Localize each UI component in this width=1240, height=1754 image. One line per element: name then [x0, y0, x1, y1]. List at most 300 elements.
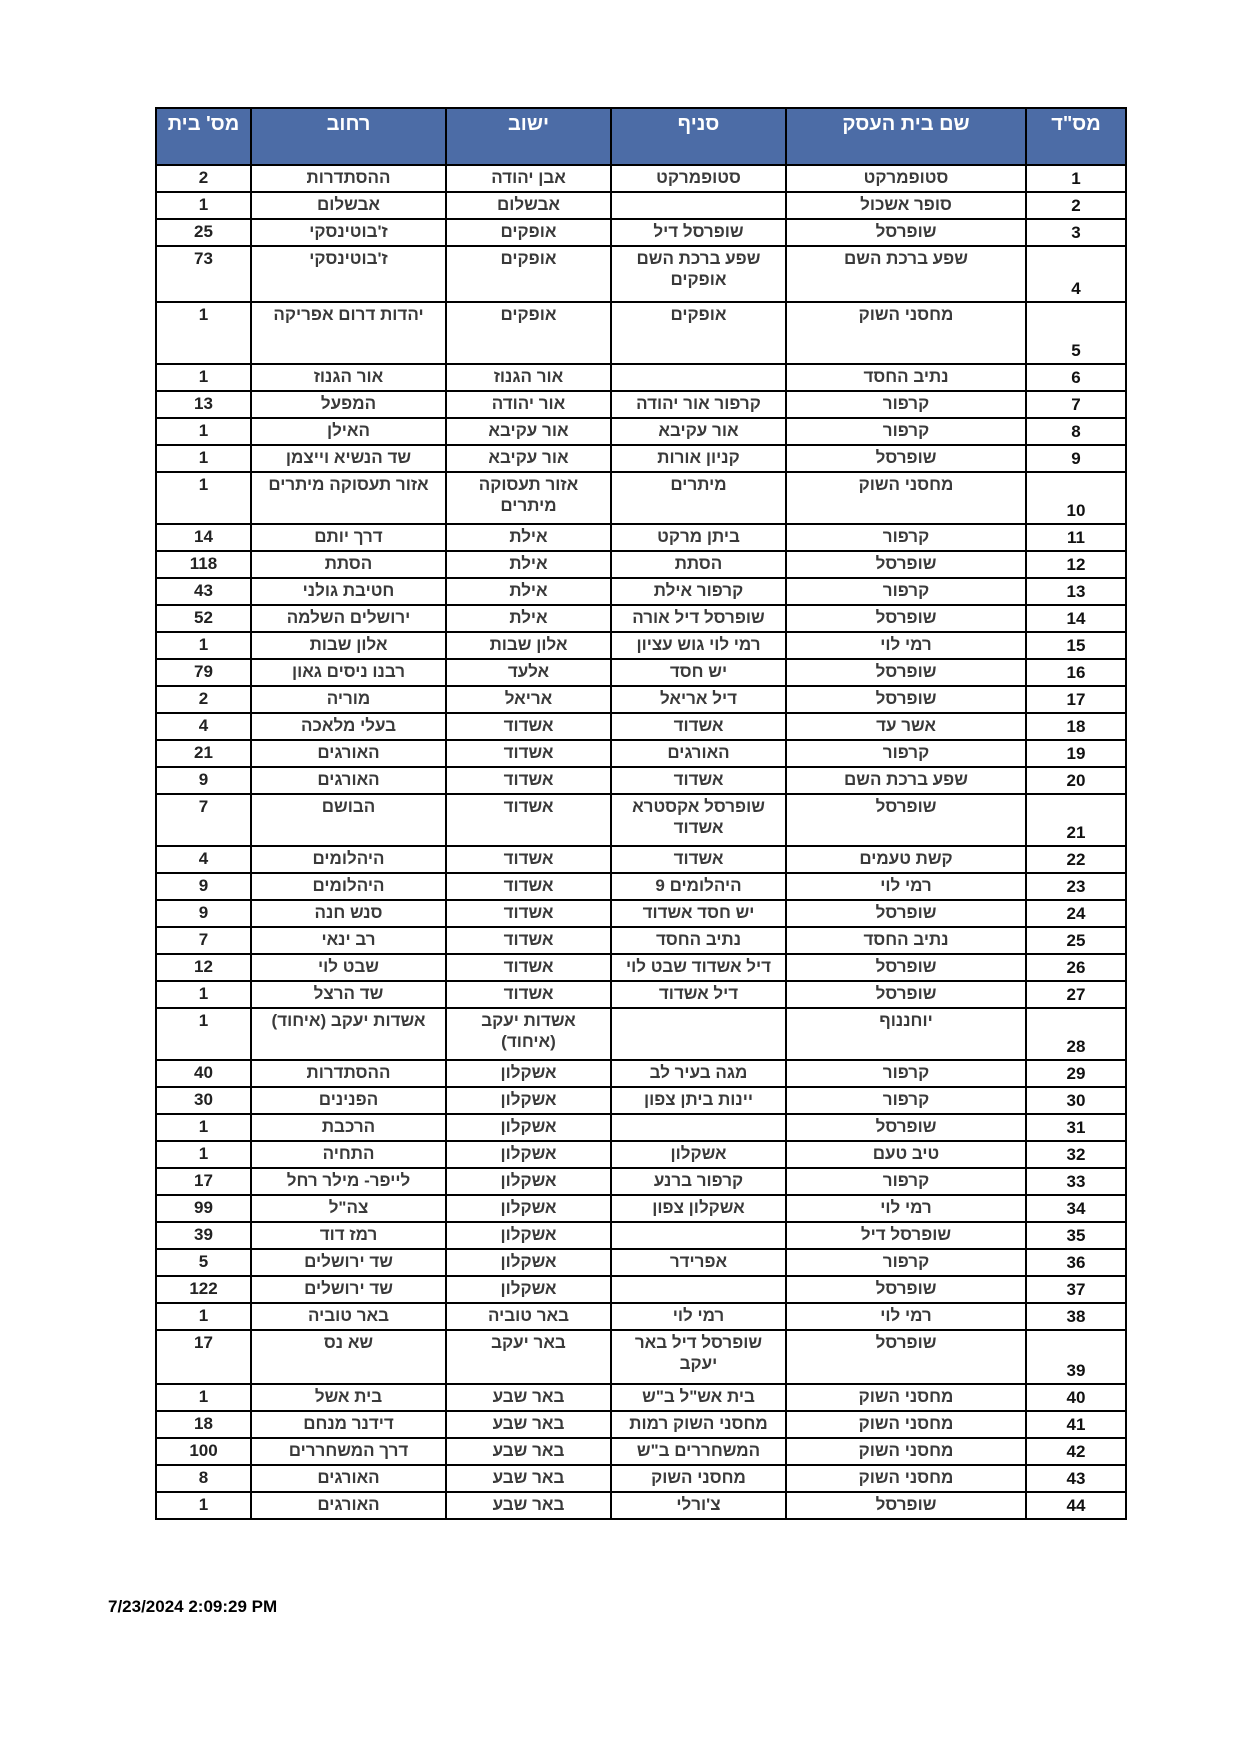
- cell-serial: 11: [1026, 524, 1126, 551]
- cell-house-number: 52: [156, 605, 251, 632]
- cell-branch: אופקים: [611, 302, 786, 364]
- cell-serial: 41: [1026, 1411, 1126, 1438]
- cell-branch: אשקלון: [611, 1141, 786, 1168]
- cell-branch: אשדוד: [611, 846, 786, 873]
- cell-serial: 26: [1026, 954, 1126, 981]
- cell-house-number: 1: [156, 1141, 251, 1168]
- cell-street: האורגים: [251, 1465, 446, 1492]
- column-header-house-number: מס' בית: [156, 108, 251, 165]
- cell-serial: 1: [1026, 165, 1126, 192]
- cell-house-number: 14: [156, 524, 251, 551]
- cell-serial: 20: [1026, 767, 1126, 794]
- cell-business-name: שופרסל: [786, 1492, 1026, 1519]
- cell-street: אור הגנוז: [251, 364, 446, 391]
- cell-business-name: מחסני השוק: [786, 1384, 1026, 1411]
- cell-branch: מיתרים: [611, 472, 786, 524]
- cell-house-number: 9: [156, 900, 251, 927]
- column-header-serial: מס"ד: [1026, 108, 1126, 165]
- table-row: [156, 1141, 1126, 1168]
- cell-house-number: 1: [156, 302, 251, 364]
- cell-serial: 44: [1026, 1492, 1126, 1519]
- cell-branch: נתיב החסד: [611, 927, 786, 954]
- cell-house-number: 9: [156, 873, 251, 900]
- cell-house-number: 7: [156, 794, 251, 846]
- cell-street: האורגים: [251, 767, 446, 794]
- cell-street: דרך המשחררים: [251, 1438, 446, 1465]
- cell-street: ז'בוטינסקי: [251, 246, 446, 302]
- column-header-branch: סניף: [611, 108, 786, 165]
- cell-street: לייפר- מילר רחל: [251, 1168, 446, 1195]
- table-row: [156, 472, 1126, 524]
- cell-business-name: סופר אשכול: [786, 192, 1026, 219]
- cell-business-name: רמי לוי: [786, 873, 1026, 900]
- cell-business-name: שופרסל: [786, 794, 1026, 846]
- cell-city: אשדוד: [446, 981, 611, 1008]
- cell-city: אור הגנוז: [446, 364, 611, 391]
- cell-street: האילן: [251, 418, 446, 445]
- cell-street: אלון שבות: [251, 632, 446, 659]
- table-row: [156, 219, 1126, 246]
- table-row: [156, 391, 1126, 418]
- table-row: [156, 1330, 1126, 1384]
- cell-city: אשקלון: [446, 1222, 611, 1249]
- cell-city: אופקים: [446, 219, 611, 246]
- cell-street: שא נס: [251, 1330, 446, 1384]
- cell-branch: מחסני השוק: [611, 1465, 786, 1492]
- cell-city: אופקים: [446, 246, 611, 302]
- cell-business-name: נתיב החסד: [786, 364, 1026, 391]
- cell-business-name: מחסני השוק: [786, 1438, 1026, 1465]
- cell-branch: בית אש"ל ב"ש: [611, 1384, 786, 1411]
- cell-street: אשדות יעקב (איחוד): [251, 1008, 446, 1060]
- cell-house-number: 21: [156, 740, 251, 767]
- cell-serial: 18: [1026, 713, 1126, 740]
- cell-business-name: קרפור: [786, 524, 1026, 551]
- cell-street: באר טוביה: [251, 1303, 446, 1330]
- cell-business-name: שופרסל: [786, 954, 1026, 981]
- cell-house-number: 1: [156, 981, 251, 1008]
- cell-street: דידנר מנחם: [251, 1411, 446, 1438]
- cell-house-number: 40: [156, 1060, 251, 1087]
- cell-branch: [611, 364, 786, 391]
- cell-house-number: 30: [156, 1087, 251, 1114]
- table-row: [156, 981, 1126, 1008]
- cell-house-number: 1: [156, 364, 251, 391]
- cell-city: אבשלום: [446, 192, 611, 219]
- print-timestamp: 7/23/2024 2:09:29 PM: [108, 1597, 278, 1616]
- cell-serial: 32: [1026, 1141, 1126, 1168]
- cell-city: אריאל: [446, 686, 611, 713]
- cell-serial: 3: [1026, 219, 1126, 246]
- cell-serial: 42: [1026, 1438, 1126, 1465]
- cell-street: בית אשל: [251, 1384, 446, 1411]
- cell-serial: 22: [1026, 846, 1126, 873]
- table-row: [156, 192, 1126, 219]
- cell-street: צה"ל: [251, 1195, 446, 1222]
- cell-serial: 4: [1026, 246, 1126, 302]
- cell-house-number: 13: [156, 391, 251, 418]
- cell-street: ירושלים השלמה: [251, 605, 446, 632]
- cell-serial: 21: [1026, 794, 1126, 846]
- cell-serial: 40: [1026, 1384, 1126, 1411]
- cell-business-name: שופרסל: [786, 1276, 1026, 1303]
- cell-street: רמז דוד: [251, 1222, 446, 1249]
- cell-branch: שפע ברכת השם אופקים: [611, 246, 786, 302]
- table-row: [156, 1438, 1126, 1465]
- cell-serial: 14: [1026, 605, 1126, 632]
- cell-business-name: קרפור: [786, 1060, 1026, 1087]
- table-row: [156, 1195, 1126, 1222]
- cell-city: אשדוד: [446, 927, 611, 954]
- table-row: [156, 1303, 1126, 1330]
- table-row: [156, 900, 1126, 927]
- cell-house-number: 18: [156, 1411, 251, 1438]
- cell-house-number: 1: [156, 445, 251, 472]
- cell-business-name: קשת טעמים: [786, 846, 1026, 873]
- cell-house-number: 99: [156, 1195, 251, 1222]
- cell-serial: 9: [1026, 445, 1126, 472]
- cell-house-number: 17: [156, 1168, 251, 1195]
- cell-street: ההסתדרות: [251, 1060, 446, 1087]
- cell-city: אשדוד: [446, 767, 611, 794]
- table-body: [156, 165, 1126, 1519]
- cell-branch: קרפור אור יהודה: [611, 391, 786, 418]
- cell-branch: האורגים: [611, 740, 786, 767]
- cell-business-name: קרפור: [786, 740, 1026, 767]
- cell-serial: 23: [1026, 873, 1126, 900]
- cell-business-name: רמי לוי: [786, 1303, 1026, 1330]
- cell-branch: אשדוד: [611, 713, 786, 740]
- cell-branch: סטופמרקט: [611, 165, 786, 192]
- cell-house-number: 2: [156, 165, 251, 192]
- table-row: [156, 165, 1126, 192]
- cell-business-name: שופרסל: [786, 445, 1026, 472]
- cell-city: באר טוביה: [446, 1303, 611, 1330]
- cell-city: אבן יהודה: [446, 165, 611, 192]
- cell-city: אשקלון: [446, 1276, 611, 1303]
- cell-business-name: קרפור: [786, 391, 1026, 418]
- cell-business-name: שופרסל: [786, 686, 1026, 713]
- cell-street: בעלי מלאכה: [251, 713, 446, 740]
- cell-city: אשדוד: [446, 794, 611, 846]
- cell-serial: 5: [1026, 302, 1126, 364]
- cell-city: אשקלון: [446, 1249, 611, 1276]
- cell-serial: 13: [1026, 578, 1126, 605]
- cell-branch: אור עקיבא: [611, 418, 786, 445]
- cell-business-name: יוחננוף: [786, 1008, 1026, 1060]
- cell-street: שד הרצל: [251, 981, 446, 1008]
- cell-business-name: שופרסל: [786, 900, 1026, 927]
- cell-street: התחיה: [251, 1141, 446, 1168]
- cell-serial: 16: [1026, 659, 1126, 686]
- cell-serial: 7: [1026, 391, 1126, 418]
- cell-city: אילת: [446, 578, 611, 605]
- cell-serial: 24: [1026, 900, 1126, 927]
- cell-house-number: 12: [156, 954, 251, 981]
- cell-business-name: קרפור: [786, 1249, 1026, 1276]
- table-row: [156, 246, 1126, 302]
- cell-business-name: קרפור: [786, 1087, 1026, 1114]
- cell-serial: 34: [1026, 1195, 1126, 1222]
- cell-house-number: 4: [156, 713, 251, 740]
- table-row: [156, 954, 1126, 981]
- cell-street: האורגים: [251, 740, 446, 767]
- table-row: [156, 1114, 1126, 1141]
- cell-branch: שופרסל דיל באר יעקב: [611, 1330, 786, 1384]
- cell-business-name: שופרסל: [786, 1114, 1026, 1141]
- cell-city: אופקים: [446, 302, 611, 364]
- cell-city: אשקלון: [446, 1141, 611, 1168]
- cell-business-name: סטופמרקט: [786, 165, 1026, 192]
- table-row: [156, 302, 1126, 364]
- cell-serial: 39: [1026, 1330, 1126, 1384]
- cell-city: אשדוד: [446, 740, 611, 767]
- cell-branch: רמי לוי: [611, 1303, 786, 1330]
- cell-street: סנש חנה: [251, 900, 446, 927]
- cell-street: אזור תעסוקה מיתרים: [251, 472, 446, 524]
- cell-branch: רמי לוי גוש עציון: [611, 632, 786, 659]
- cell-house-number: 5: [156, 1249, 251, 1276]
- column-header-business-name: שם בית העסק: [786, 108, 1026, 165]
- cell-city: אור עקיבא: [446, 418, 611, 445]
- cell-branch: [611, 1114, 786, 1141]
- cell-business-name: קרפור: [786, 578, 1026, 605]
- cell-city: אור עקיבא: [446, 445, 611, 472]
- cell-street: רב ינאי: [251, 927, 446, 954]
- cell-house-number: 43: [156, 578, 251, 605]
- cell-street: אבשלום: [251, 192, 446, 219]
- cell-branch: הסתת: [611, 551, 786, 578]
- cell-city: אשקלון: [446, 1195, 611, 1222]
- table-row: [156, 767, 1126, 794]
- cell-house-number: 100: [156, 1438, 251, 1465]
- cell-business-name: שופרסל דיל: [786, 1222, 1026, 1249]
- column-header-street: רחוב: [251, 108, 446, 165]
- cell-city: באר שבע: [446, 1492, 611, 1519]
- cell-city: אשקלון: [446, 1060, 611, 1087]
- cell-business-name: קרפור: [786, 418, 1026, 445]
- cell-branch: דיל אשדוד שבט לוי: [611, 954, 786, 981]
- cell-street: האורגים: [251, 1492, 446, 1519]
- cell-city: אילת: [446, 551, 611, 578]
- table-row: [156, 364, 1126, 391]
- cell-serial: 38: [1026, 1303, 1126, 1330]
- cell-branch: יש חסד אשדוד: [611, 900, 786, 927]
- cell-branch: [611, 1008, 786, 1060]
- table-row: [156, 794, 1126, 846]
- table-row: [156, 1060, 1126, 1087]
- cell-street: הרכבת: [251, 1114, 446, 1141]
- table-row: [156, 659, 1126, 686]
- table-row: [156, 740, 1126, 767]
- table-row: [156, 873, 1126, 900]
- table-row: [156, 1008, 1126, 1060]
- cell-serial: 30: [1026, 1087, 1126, 1114]
- cell-business-name: מחסני השוק: [786, 302, 1026, 364]
- cell-house-number: 4: [156, 846, 251, 873]
- cell-business-name: אשר עד: [786, 713, 1026, 740]
- cell-serial: 15: [1026, 632, 1126, 659]
- cell-street: המפעל: [251, 391, 446, 418]
- cell-city: אלעד: [446, 659, 611, 686]
- table-row: [156, 1465, 1126, 1492]
- cell-business-name: רמי לוי: [786, 1195, 1026, 1222]
- cell-branch: קרפור ברנע: [611, 1168, 786, 1195]
- cell-business-name: נתיב החסד: [786, 927, 1026, 954]
- cell-branch: ביתן מרקט: [611, 524, 786, 551]
- cell-serial: 17: [1026, 686, 1126, 713]
- table-row: [156, 1384, 1126, 1411]
- cell-house-number: 73: [156, 246, 251, 302]
- cell-city: באר שבע: [446, 1465, 611, 1492]
- cell-branch: דיל אריאל: [611, 686, 786, 713]
- cell-street: ההסתדרות: [251, 165, 446, 192]
- cell-house-number: 1: [156, 1384, 251, 1411]
- cell-city: באר שבע: [446, 1384, 611, 1411]
- cell-business-name: קרפור: [786, 1168, 1026, 1195]
- cell-house-number: 1: [156, 1303, 251, 1330]
- table-row: [156, 1411, 1126, 1438]
- cell-serial: 36: [1026, 1249, 1126, 1276]
- cell-street: דרך יותם: [251, 524, 446, 551]
- cell-city: אשקלון: [446, 1087, 611, 1114]
- cell-street: מוריה: [251, 686, 446, 713]
- cell-branch: יינות ביתן צפון: [611, 1087, 786, 1114]
- cell-house-number: 1: [156, 418, 251, 445]
- cell-house-number: 1: [156, 1492, 251, 1519]
- cell-business-name: שפע ברכת השם: [786, 767, 1026, 794]
- table-row: [156, 1222, 1126, 1249]
- cell-serial: 31: [1026, 1114, 1126, 1141]
- cell-branch: צ'ורלי: [611, 1492, 786, 1519]
- cell-serial: 19: [1026, 740, 1126, 767]
- cell-business-name: מחסני השוק: [786, 472, 1026, 524]
- cell-branch: היהלומים 9: [611, 873, 786, 900]
- cell-business-name: שופרסל: [786, 981, 1026, 1008]
- table-row: [156, 1087, 1126, 1114]
- cell-branch: שופרסל אקסטרא אשדוד: [611, 794, 786, 846]
- cell-city: אשדוד: [446, 873, 611, 900]
- table-row: [156, 846, 1126, 873]
- table-row: [156, 1168, 1126, 1195]
- cell-serial: 10: [1026, 472, 1126, 524]
- table-row: [156, 524, 1126, 551]
- cell-business-name: שופרסל: [786, 659, 1026, 686]
- cell-branch: אשדוד: [611, 767, 786, 794]
- cell-branch: מגה בעיר לב: [611, 1060, 786, 1087]
- cell-street: הבושם: [251, 794, 446, 846]
- cell-business-name: שפע ברכת השם: [786, 246, 1026, 302]
- cell-business-name: מחסני השוק: [786, 1411, 1026, 1438]
- cell-house-number: 25: [156, 219, 251, 246]
- column-header-city: ישוב: [446, 108, 611, 165]
- cell-serial: 28: [1026, 1008, 1126, 1060]
- table-row: [156, 551, 1126, 578]
- cell-city: באר יעקב: [446, 1330, 611, 1384]
- cell-city: אשקלון: [446, 1114, 611, 1141]
- cell-house-number: 79: [156, 659, 251, 686]
- cell-city: אשדוד: [446, 900, 611, 927]
- cell-city: אלון שבות: [446, 632, 611, 659]
- cell-street: שבט לוי: [251, 954, 446, 981]
- cell-street: הסתת: [251, 551, 446, 578]
- cell-business-name: מחסני השוק: [786, 1465, 1026, 1492]
- table-row: [156, 578, 1126, 605]
- cell-branch: אשקלון צפון: [611, 1195, 786, 1222]
- cell-city: אשדוד: [446, 954, 611, 981]
- cell-city: אזור תעסוקה מיתרים: [446, 472, 611, 524]
- cell-serial: 37: [1026, 1276, 1126, 1303]
- cell-street: רבנו ניסים גאון: [251, 659, 446, 686]
- cell-house-number: 2: [156, 686, 251, 713]
- cell-branch: המשחררים ב"ש: [611, 1438, 786, 1465]
- cell-city: באר שבע: [446, 1438, 611, 1465]
- cell-house-number: 1: [156, 472, 251, 524]
- cell-city: אשדות יעקב (איחוד): [446, 1008, 611, 1060]
- table-row: [156, 713, 1126, 740]
- cell-business-name: שופרסל: [786, 1330, 1026, 1384]
- cell-business-name: טיב טעם: [786, 1141, 1026, 1168]
- table-row: [156, 605, 1126, 632]
- cell-branch: מחסני השוק רמות: [611, 1411, 786, 1438]
- cell-street: הפנינים: [251, 1087, 446, 1114]
- cell-business-name: שופרסל: [786, 551, 1026, 578]
- table-row: [156, 445, 1126, 472]
- cell-street: שד ירושלים: [251, 1276, 446, 1303]
- cell-street: חטיבת גולני: [251, 578, 446, 605]
- cell-serial: 43: [1026, 1465, 1126, 1492]
- cell-branch: [611, 1276, 786, 1303]
- cell-house-number: 39: [156, 1222, 251, 1249]
- cell-branch: אפרידר: [611, 1249, 786, 1276]
- cell-serial: 6: [1026, 364, 1126, 391]
- cell-serial: 27: [1026, 981, 1126, 1008]
- cell-city: אילת: [446, 605, 611, 632]
- business-locations-table: [155, 107, 1127, 1520]
- cell-house-number: 1: [156, 1008, 251, 1060]
- cell-house-number: 122: [156, 1276, 251, 1303]
- cell-serial: 29: [1026, 1060, 1126, 1087]
- cell-house-number: 1: [156, 192, 251, 219]
- cell-house-number: 1: [156, 632, 251, 659]
- cell-branch: דיל אשדוד: [611, 981, 786, 1008]
- cell-street: ז'בוטינסקי: [251, 219, 446, 246]
- table-row: [156, 1492, 1126, 1519]
- cell-branch: שופרסל דיל אורה: [611, 605, 786, 632]
- cell-street: שד הנשיא וייצמן: [251, 445, 446, 472]
- cell-serial: 25: [1026, 927, 1126, 954]
- cell-business-name: שופרסל: [786, 219, 1026, 246]
- cell-house-number: 1: [156, 1114, 251, 1141]
- cell-street: יהדות דרום אפריקה: [251, 302, 446, 364]
- cell-house-number: 118: [156, 551, 251, 578]
- table-header-row: [156, 108, 1126, 165]
- table-row: [156, 927, 1126, 954]
- cell-serial: 35: [1026, 1222, 1126, 1249]
- table-row: [156, 686, 1126, 713]
- cell-serial: 2: [1026, 192, 1126, 219]
- cell-city: באר שבע: [446, 1411, 611, 1438]
- cell-city: אילת: [446, 524, 611, 551]
- cell-business-name: רמי לוי: [786, 632, 1026, 659]
- cell-house-number: 17: [156, 1330, 251, 1384]
- cell-street: היהלומים: [251, 873, 446, 900]
- cell-branch: שופרסל דיל: [611, 219, 786, 246]
- cell-street: היהלומים: [251, 846, 446, 873]
- cell-serial: 12: [1026, 551, 1126, 578]
- cell-city: אשדוד: [446, 713, 611, 740]
- cell-serial: 33: [1026, 1168, 1126, 1195]
